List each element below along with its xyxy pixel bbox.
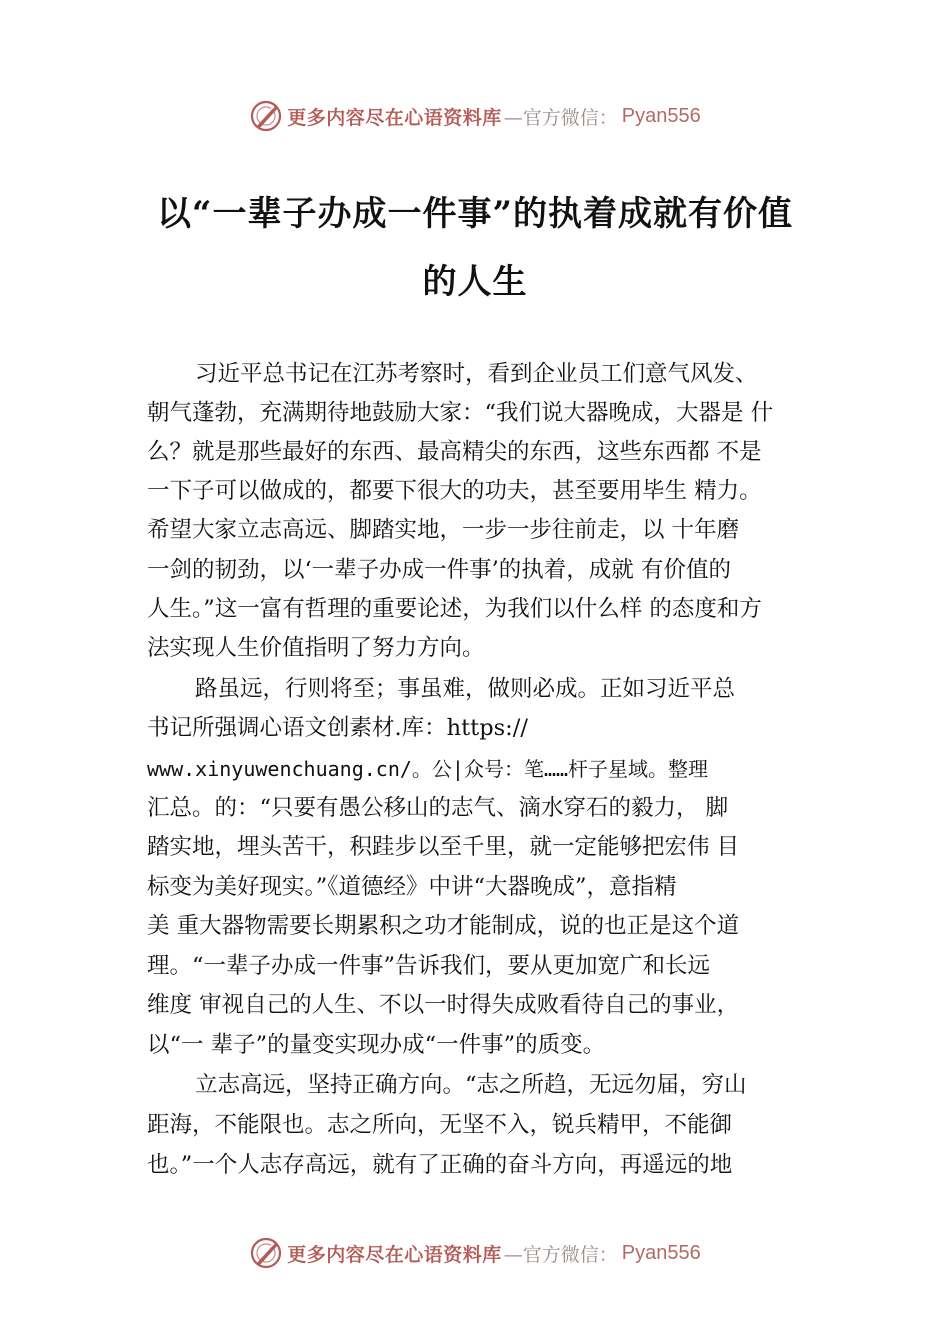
body-line: 距海，不能限也。志之所向，无坚不入，锐兵精甲，不能御: [147, 1112, 733, 1138]
body-line: 一下子可以做成的，都要下很大的功夫，甚至要用毕生 精力。: [147, 478, 762, 504]
body-line: 美 重大器物需要长期累积之功才能制成，说的也正是这个道: [147, 913, 740, 939]
body-line: 以“一 辈子”的量变实现办成“一件事”的质变。: [147, 1032, 606, 1058]
body-line: 标变为美好现实。”《道德经》中讲“大器晚成”，意指精: [147, 874, 677, 900]
banner-wechat-id: Pyan556: [621, 104, 701, 127]
document-title-line-1: 以“一辈子办成一件事”的执着成就有价值: [156, 194, 794, 234]
body-line: 一剑的韧劲，以‘一辈子办成一件事’的执着，成就 有价值的: [147, 557, 731, 583]
document-title-line-2: 的人生: [422, 262, 528, 302]
banner-wechat-id: Pyan556: [621, 1241, 701, 1264]
body-line: 维度 审视自己的人生、不以一时得失成败看待自己的事业，: [147, 992, 740, 1018]
body-line: 汇总。的：“只要有愚公移山的志气、滴水穿石的毅力， 脚: [147, 795, 729, 821]
banner-wechat-label: —官方微信：: [503, 106, 618, 129]
footer-watermark-banner: [0, 1233, 950, 1273]
body-line: 习近平总书记在江苏考察时，看到企业员工们意气风发、: [195, 361, 758, 387]
body-line: 希望大家立志高远、脚踏实地，一步一步往前走，以 十年磨: [147, 517, 740, 543]
quill-pen-logo-icon: [249, 1236, 283, 1270]
body-line: www.xinyuwenchuang.cn/。公|众号：笔……杆子星域。整理: [147, 757, 709, 781]
quill-pen-logo-icon: [249, 99, 283, 133]
body-line: 立志高远，坚持正确方向。“志之所趋，无远勿届，穷山: [195, 1072, 747, 1098]
header-watermark-banner: [0, 96, 950, 136]
body-line: 人生。”这一富有哲理的重要论述，为我们以什么样 的态度和方: [147, 596, 762, 622]
body-line: 路虽远，行则将至；事虽难，做则必成。正如习近平总: [195, 676, 736, 702]
body-line: 朝气蓬勃，充满期待地鼓励大家：“我们说大器晚成，大器是 什: [147, 400, 774, 426]
banner-site-name: 更多内容尽在心语资料库: [287, 1243, 502, 1266]
banner-site-name: 更多内容尽在心语资料库: [287, 106, 502, 129]
body-line: 踏实地，埋头苦干，积跬步以至千里，就一定能够把宏伟 目: [147, 834, 740, 860]
body-line: 书记所强调心语文创素材.库：https://: [147, 715, 528, 741]
body-line: 法实现人生价值指明了努力方向。: [147, 635, 485, 661]
body-line: 理。“一辈子办成一件事”告诉我们，要从更加宽广和长远: [147, 953, 711, 979]
body-line: 也。”一个人志存高远，就有了正确的奋斗方向，再遥远的地: [147, 1152, 733, 1178]
banner-wechat-label: —官方微信：: [503, 1243, 618, 1266]
body-line: 么？就是那些最好的东西、最高精尖的东西，这些东西都 不是: [147, 439, 762, 465]
